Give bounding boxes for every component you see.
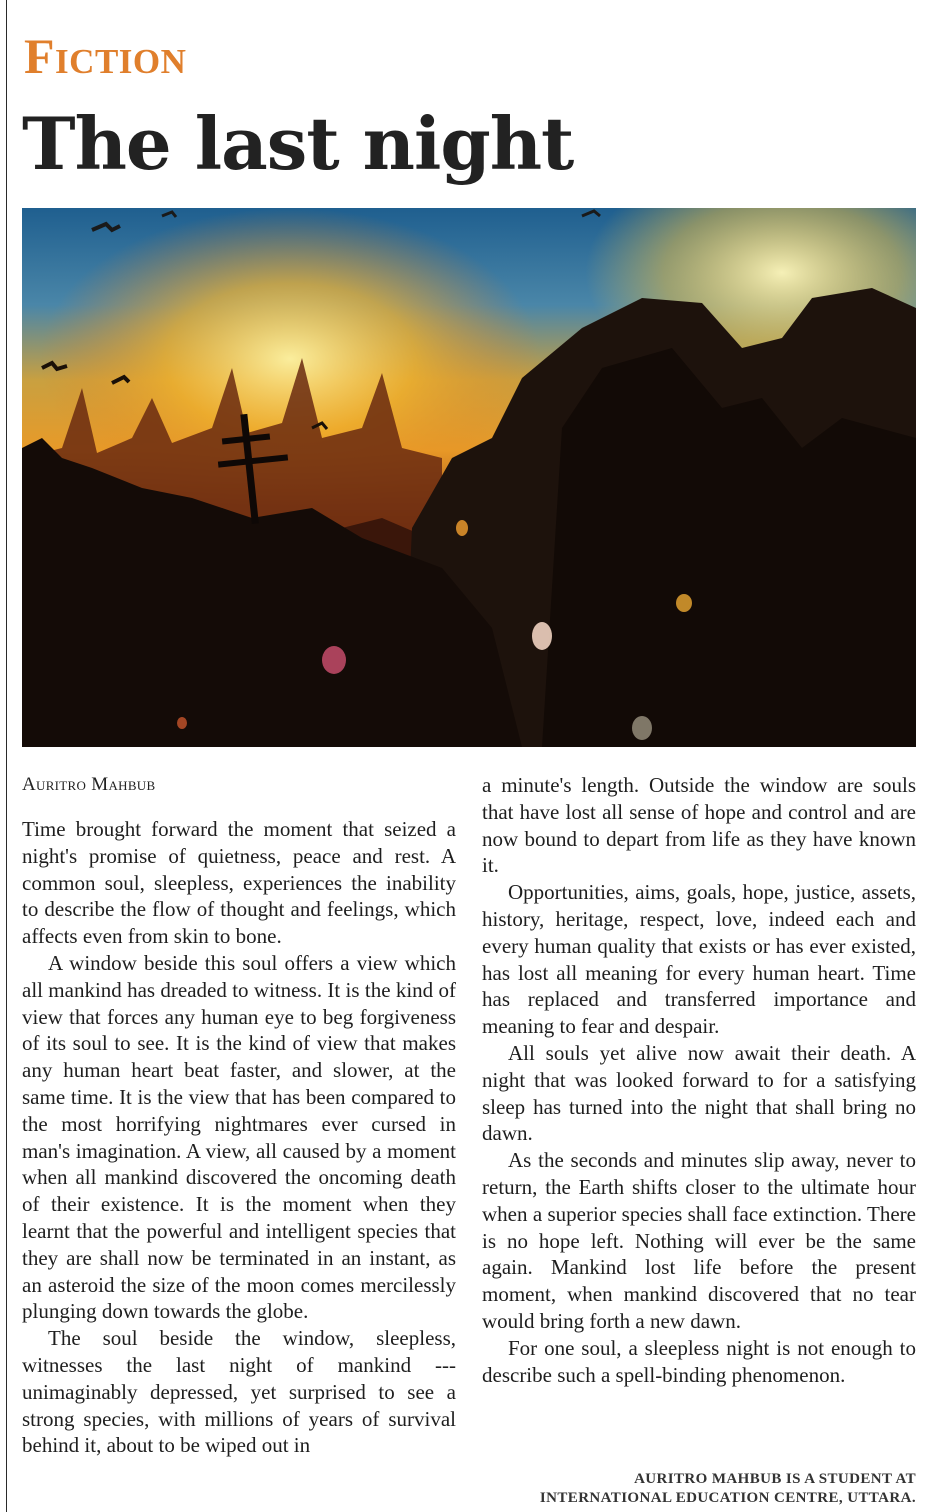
apocalypse-painting	[22, 208, 916, 747]
section-label: Fiction	[24, 28, 187, 84]
author-byline: Auritro Mahbub	[22, 774, 156, 795]
paragraph: As the seconds and minutes slip away, never to return, the Earth shifts closer to the ultimate hour when a superior species shall face extinction. There is no hope left. Nothing will ever be the same again. Mankind lost life before the present moment, when mankind discovered that no tear would bring forth a new dawn.	[482, 1148, 916, 1333]
paragraph: Time brought forward the moment that seized a night's promise of quietness, peace and rest. A common soul, sleepless, experiences the inability to describe the flow of thought and feelings, which affects even from skin to bone.	[22, 817, 456, 949]
paragraph: For one soul, a sleepless night is not enough to describe such a spell-binding phenomenon.	[482, 1335, 916, 1387]
article-column-left	[22, 816, 456, 1459]
paragraph: A window beside this soul offers a view which all mankind has dreaded to witness. It is the kind of view that forces any human eye to beg forgiveness of its soul to see. It is the kind of view that makes any human heart beat faster, and slower, at the same time. It is the view that has been compared to the most horrifying nightmares ever cursed in man's imagination. A view, all caused by a moment when all mankind discovered the oncoming death of their existence. It is the moment when they learnt that the powerful and intelligent species that they are shall now be terminated in an instant, as an asteroid the size of the moon comes mercilessly plunging down towards the globe.	[22, 950, 456, 1324]
paragraph: The soul beside the window, sleepless, witnesses the last night of mankind --- unimaginably depressed, yet surprised to see a strong species, with millions of years of survival behind it, about to be wiped out in	[22, 1326, 456, 1458]
paragraph: All souls yet alive now await their death. A night that was looked forward to for a satisfying sleep has turned into the night that shall bring no dawn.	[482, 1040, 916, 1146]
article-headline: The last night	[22, 101, 574, 186]
author-note-line: INTERNATIONAL EDUCATION CENTRE, UTTARA.	[539, 1490, 916, 1506]
author-note-line: AURITRO MAHBUB IS A STUDENT AT	[634, 1471, 916, 1487]
author-note	[476, 1470, 916, 1508]
article-illustration	[22, 208, 916, 747]
page-left-rule	[6, 0, 7, 1512]
article-column-right	[482, 772, 916, 1388]
paragraph: Opportunities, aims, goals, hope, justice, assets, history, heritage, respect, love, indeed each and every human quality that exists or has ever existed, has lost all meaning for every human heart. Time has replaced and transferred importance and meaning to fear and despair.	[482, 880, 916, 1039]
paragraph: a minute's length. Outside the window are souls that have lost all sense of hope and control and are now bound to depart from life as they have known it.	[482, 773, 916, 878]
